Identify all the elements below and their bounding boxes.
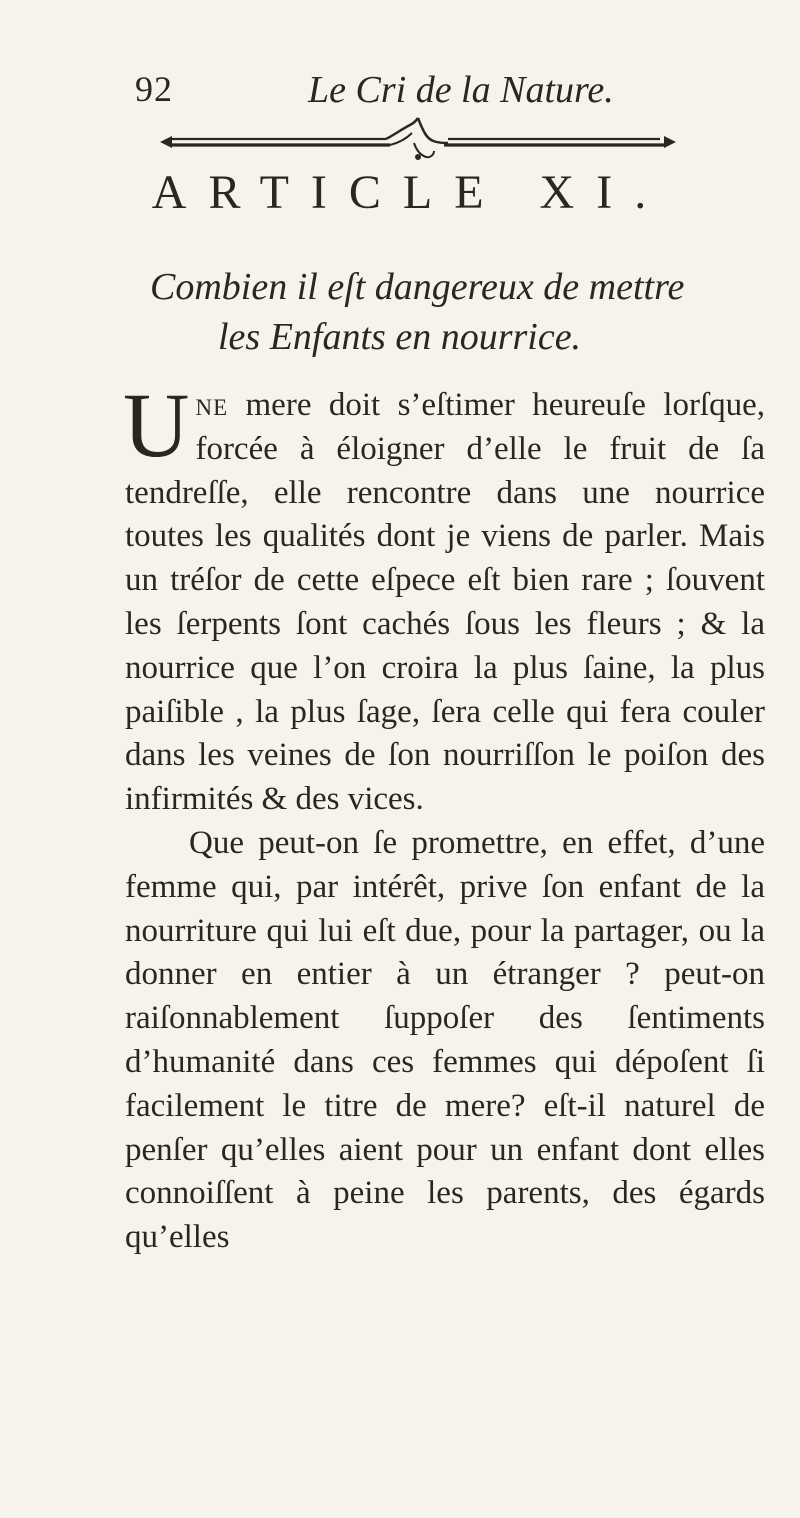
article-heading: ARTICLE XI.	[151, 166, 669, 219]
paragraph-2: Que peut-on ſe promettre, en effet, d’une femme qui, par intérêt, prive ſon enfant de la nourriture qui lui eſt due, pour la partager, ou la donner en entier à un étranger ? peut-on raiſonnablement ſuppoſer des ſentiments d’humanité dans ces femmes qui dépoſent ſi facilement le titre de mere? eſt-il naturel de penſer qu’elles aient pour un enfant dont elles connoiſſent à peine les parents, des égards qu’elles	[125, 824, 765, 1256]
running-title: Le Cri de la Nature.	[308, 69, 614, 111]
paragraph-1	[123, 374, 765, 822]
page-number: 92	[135, 69, 173, 109]
body-text	[123, 374, 765, 1260]
subtitle-line-2: les Enfants en nourrice.	[218, 316, 582, 358]
drop-cap: U	[123, 374, 190, 476]
paragraph-1-text: mere doit s’eſtimer heureuſe lorſque, forcée à éloigner d’elle le fruit de ſa tendreſſe, elle rencontre dans une nourrice toutes les qualités dont je viens de parler. Mais un tréſor de cette eſpece eſt bien rare ; ſouvent les ſerpents ſont cachés ſous les fleurs ; & la nourrice que l’on croira la plus ſaine, la plus paiſible , la plus ſage, ſera celle qui fera couler dans les veines de ſon nourriſſon le poiſon des infirmités & des vices.	[125, 387, 765, 818]
page-header	[0, 68, 800, 118]
ornamental-rule	[158, 115, 678, 165]
first-word-rest: ne	[195, 387, 229, 423]
subtitle-line-1: Combien il eſt dangereux de mettre	[150, 266, 685, 308]
article-subtitle	[150, 262, 790, 362]
